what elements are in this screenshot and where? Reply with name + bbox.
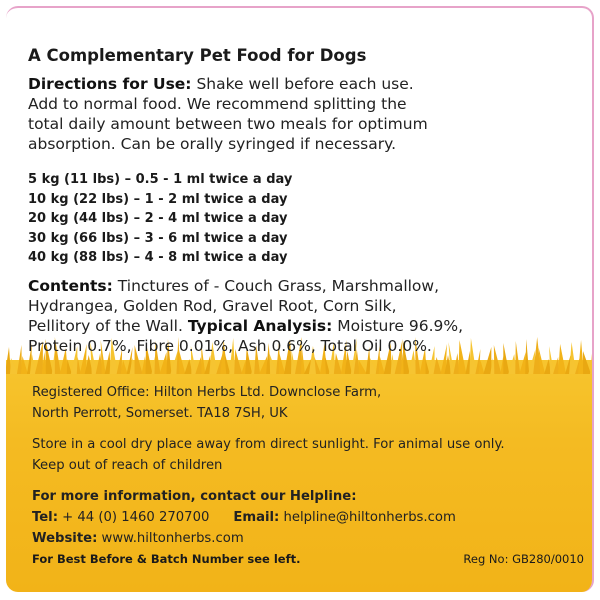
grass-blade xyxy=(434,357,442,374)
dosage-row: 40 kg (88 lbs) – 4 - 8 ml twice a day xyxy=(28,250,288,265)
dosage-row: 30 kg (66 lbs) – 3 - 6 ml twice a day xyxy=(28,230,288,246)
contents-line: Tinctures of - Couch Grass, Marshmallow, xyxy=(112,277,440,295)
contents-line: Pellitory of the Wall. xyxy=(28,317,188,335)
directions-label: Directions for Use: xyxy=(28,75,192,93)
storage-line: Keep out of reach of children xyxy=(32,458,223,473)
directions-line: Add to normal food. We recommend splitting the xyxy=(28,95,407,113)
helpline-heading: For more information, contact our Helpline: xyxy=(32,489,357,504)
contents-label: Contents: xyxy=(28,277,113,295)
grass-blade xyxy=(10,358,18,374)
directions-line: absorption. Can be orally syringed if necessary. xyxy=(28,135,397,153)
typical-analysis-label: Typical Analysis: xyxy=(187,317,333,335)
contact-line xyxy=(32,507,592,528)
dosage-row: 20 kg (44 lbs) – 2 - 4 ml twice a day xyxy=(28,211,288,226)
contents-line: Hydrangea, Golden Rod, Gravel Root, Corn Silk, xyxy=(28,297,397,315)
grass-blade xyxy=(359,360,367,374)
dosage-row: 10 kg (22 lbs) – 1 - 2 ml twice a day xyxy=(28,191,288,207)
grass-blade xyxy=(270,354,277,374)
directions-line: total daily amount between two meals for optimum xyxy=(28,115,428,133)
dosage-row: 5 kg (11 lbs) – 0.5 - 1 ml twice a day xyxy=(28,172,293,187)
email-value: helpline@hiltonherbs.com xyxy=(279,510,456,525)
grass-blade xyxy=(6,347,11,374)
grass-blade xyxy=(21,356,28,374)
contents-line: Protein 0.7%, Fibre 0.01%, Ash 0.6%, Total Oil 0.0%. xyxy=(28,337,432,355)
storage-instructions xyxy=(32,434,592,476)
contents-section xyxy=(28,276,588,356)
grass-blade xyxy=(334,353,342,374)
tel-label: Tel: xyxy=(32,510,58,525)
website-line xyxy=(32,528,592,549)
grass-blade xyxy=(67,359,72,374)
registered-line: North Perrott, Somerset. TA18 7SH, UK xyxy=(32,406,288,421)
dosage-table xyxy=(28,170,568,268)
registered-office xyxy=(32,382,592,424)
best-before-note: For Best Before & Batch Number see left. xyxy=(32,552,301,566)
directions-for-use xyxy=(28,74,588,154)
grass-blade xyxy=(391,354,396,374)
website-label: Website: xyxy=(32,531,98,546)
grass-blade xyxy=(370,358,377,374)
grass-blade xyxy=(204,355,210,374)
grass-blade xyxy=(379,356,385,374)
website-value: www.hiltonherbs.com xyxy=(97,531,244,546)
product-label xyxy=(6,6,594,592)
email-label: Email: xyxy=(233,510,280,525)
grass-blade xyxy=(259,356,267,374)
directions-line: Shake well before each use. xyxy=(191,75,414,93)
contents-line: Moisture 96.9%, xyxy=(332,317,464,335)
registered-line: Registered Office: Hilton Herbs Ltd. Downclose Farm, xyxy=(32,385,382,400)
grass-blade xyxy=(195,357,202,374)
grass-blade xyxy=(508,354,516,374)
registration-number: Reg No: GB280/0010 xyxy=(463,552,584,566)
grass-blade xyxy=(426,359,430,374)
tel-value: + 44 (0) 1460 270700 xyxy=(57,510,210,525)
label-title: A Complementary Pet Food for Dogs xyxy=(28,46,367,65)
grass-blade xyxy=(590,338,592,374)
grass-blade xyxy=(17,345,22,374)
storage-line: Store in a cool dry place away from direct sunlight. For animal use only. xyxy=(32,437,505,452)
grass-blade xyxy=(553,357,559,374)
